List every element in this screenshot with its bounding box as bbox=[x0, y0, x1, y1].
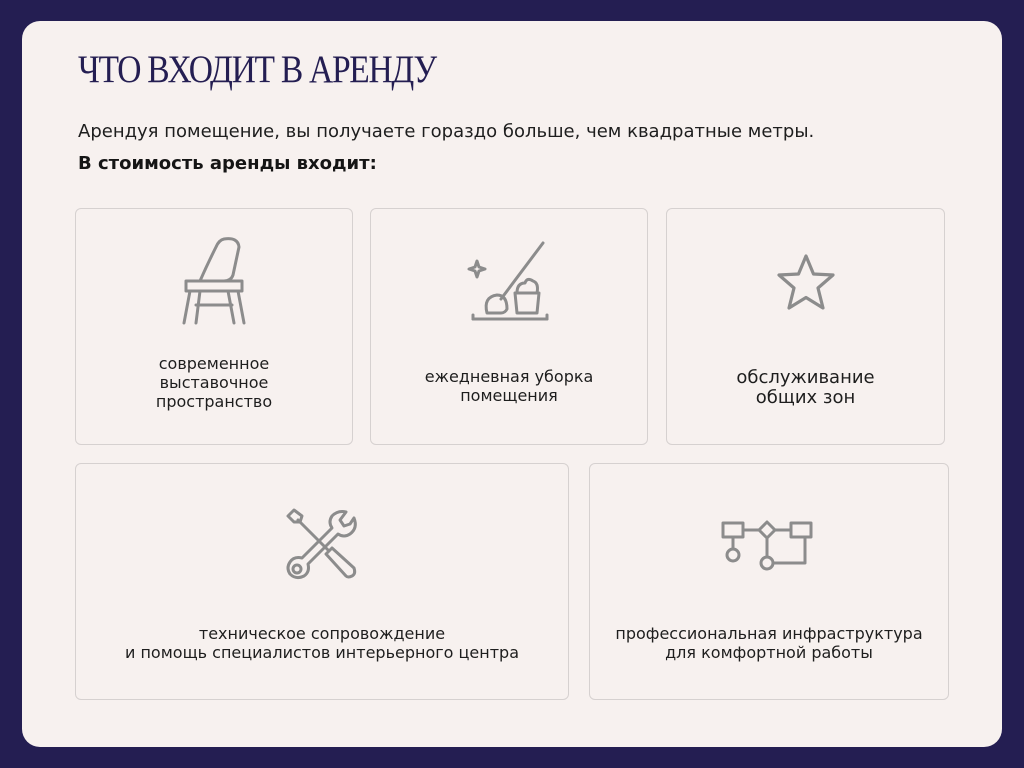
feature-card-exhibition-space bbox=[75, 208, 353, 445]
feature-label: обслуживание общих зон bbox=[736, 367, 875, 408]
feature-card-common-areas bbox=[666, 208, 945, 445]
star-icon bbox=[775, 253, 837, 313]
feature-label: ежедневная уборка помещения bbox=[424, 367, 594, 405]
cleaning-mop-bucket-icon bbox=[467, 239, 551, 323]
intro-text: Арендуя помещение, вы получаете гораздо больше, чем квадратные метры. bbox=[78, 121, 815, 142]
flowchart-icon bbox=[719, 519, 819, 571]
feature-card-technical-support bbox=[75, 463, 569, 700]
feature-card-daily-cleaning bbox=[370, 208, 648, 445]
page-title: ЧТО ВХОДИТ В АРЕНДУ bbox=[78, 48, 436, 91]
feature-label: профессиональная инфраструктура для комфортной работы bbox=[615, 624, 923, 662]
wrench-screwdriver-icon bbox=[284, 506, 360, 582]
feature-card-infrastructure bbox=[589, 463, 949, 700]
lead-text: В стоимость аренды входит: bbox=[78, 153, 377, 174]
feature-label: техническое сопровождение и помощь специалистов интерьерного центра bbox=[124, 624, 520, 662]
feature-label: современное выставочное пространство bbox=[155, 354, 273, 411]
content-panel bbox=[22, 21, 1002, 747]
chair-icon bbox=[174, 235, 254, 327]
